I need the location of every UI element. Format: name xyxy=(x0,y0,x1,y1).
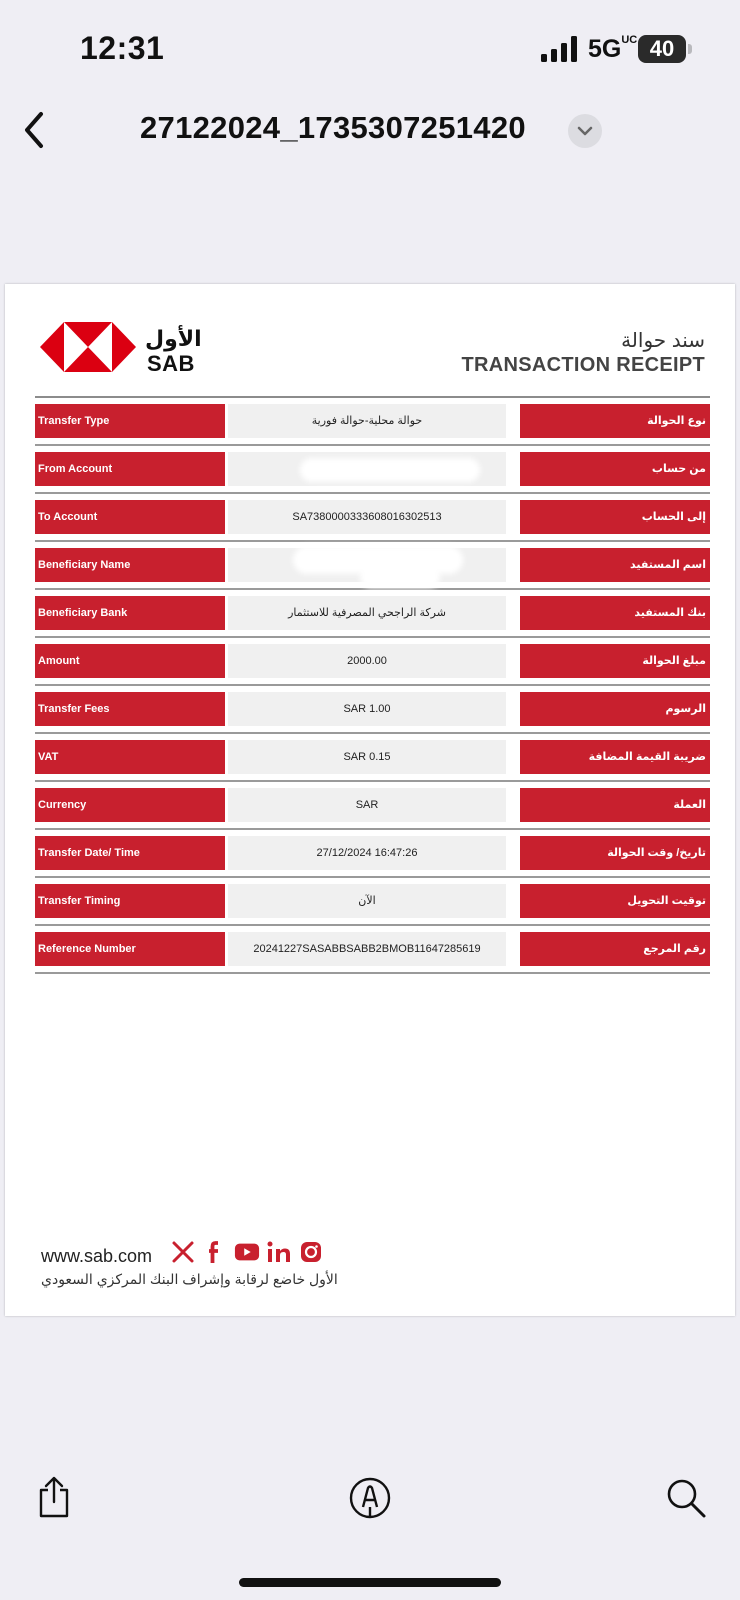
logo-english: SAB xyxy=(147,351,195,376)
table-row xyxy=(35,878,710,926)
row-label: Reference Number xyxy=(35,932,225,966)
table-row xyxy=(35,686,710,734)
chevron-left-icon xyxy=(21,110,47,150)
row-label-arabic: توقيت التحويل xyxy=(520,884,710,918)
battery-icon: 40 xyxy=(638,35,686,63)
row-label-arabic: تاريخ/ وقت الحوالة xyxy=(520,836,710,870)
receipt-table xyxy=(35,396,710,974)
row-value: 20241227SASABBSABB2BMOB11647285619 xyxy=(228,932,506,966)
markup-button[interactable] xyxy=(346,1474,394,1522)
status-bar xyxy=(0,0,740,90)
row-label: Amount xyxy=(35,644,225,678)
table-row xyxy=(35,542,710,590)
redaction-mark xyxy=(300,458,480,482)
row-value: SA7380000333608016302513 xyxy=(228,500,506,534)
table-row xyxy=(35,734,710,782)
x-icon[interactable] xyxy=(170,1239,196,1265)
row-label-arabic: اسم المستفيد xyxy=(520,548,710,582)
home-indicator xyxy=(239,1578,501,1587)
row-value: 27/12/2024 16:47:26 xyxy=(228,836,506,870)
logo-arabic: الأول xyxy=(145,326,202,351)
row-value: SAR xyxy=(228,788,506,822)
row-label: From Account xyxy=(35,452,225,486)
redaction-mark xyxy=(360,566,440,588)
receipt-title-arabic: سند حوالة xyxy=(621,330,705,352)
row-label-arabic: الرسوم xyxy=(520,692,710,726)
back-button[interactable] xyxy=(12,108,56,152)
footer-website: www.sab.com xyxy=(41,1246,153,1266)
youtube-icon[interactable] xyxy=(234,1239,260,1265)
network-indicator: $5G^{UC}$ xyxy=(588,34,638,63)
row-label-arabic: مبلغ الحوالة xyxy=(520,644,710,678)
row-label: Transfer Fees xyxy=(35,692,225,726)
row-label-arabic: نوع الحوالة xyxy=(520,404,710,438)
share-icon xyxy=(34,1476,74,1520)
markup-pen-icon xyxy=(348,1476,392,1520)
row-value: حوالة محلية-حوالة فورية xyxy=(228,404,506,438)
table-row xyxy=(35,398,710,446)
row-label-arabic: العملة xyxy=(520,788,710,822)
receipt-document xyxy=(5,284,735,1316)
table-row xyxy=(35,446,710,494)
battery-nub xyxy=(688,44,692,54)
row-label: Beneficiary Name xyxy=(35,548,225,582)
instagram-icon[interactable] xyxy=(298,1239,324,1265)
share-button[interactable] xyxy=(30,1474,78,1522)
facebook-icon[interactable] xyxy=(202,1239,228,1265)
row-label-arabic: ضريبة القيمة المضافة xyxy=(520,740,710,774)
row-label: Transfer Date/ Time xyxy=(35,836,225,870)
row-value: SAR 0.15 xyxy=(228,740,506,774)
status-time: 12:31 xyxy=(80,30,165,66)
row-value: 2000.00 xyxy=(228,644,506,678)
receipt-title: TRANSACTION RECEIPT xyxy=(461,354,705,376)
row-label: Currency xyxy=(35,788,225,822)
row-label: VAT xyxy=(35,740,225,774)
row-label-arabic: بنك المستفيد xyxy=(520,596,710,630)
search-icon xyxy=(664,1476,708,1520)
row-label: Transfer Type xyxy=(35,404,225,438)
title-menu-button[interactable] xyxy=(568,114,602,148)
row-label-arabic: رقم المرجع xyxy=(520,932,710,966)
table-row xyxy=(35,830,710,878)
chevron-down-icon xyxy=(577,126,593,136)
cellular-signal-icon xyxy=(541,36,579,62)
row-label-arabic: من حساب xyxy=(520,452,710,486)
table-row xyxy=(35,926,710,974)
row-label: Transfer Timing xyxy=(35,884,225,918)
row-label: To Account xyxy=(35,500,225,534)
row-value: الآن xyxy=(228,884,506,918)
table-row xyxy=(35,638,710,686)
row-value: شركة الراجحي المصرفية للاستثمار xyxy=(228,596,506,630)
nav-bar xyxy=(0,100,740,160)
table-row xyxy=(35,494,710,542)
footer-regulatory-note: الأول خاضع لرقابة وإشراف البنك المركزي السعودي xyxy=(41,1271,338,1287)
table-row xyxy=(35,590,710,638)
row-label-arabic: إلى الحساب xyxy=(520,500,710,534)
row-label: Beneficiary Bank xyxy=(35,596,225,630)
document-title: 27122024_1735307251420 xyxy=(140,110,526,145)
linkedin-icon[interactable] xyxy=(266,1239,292,1265)
search-button[interactable] xyxy=(662,1474,710,1522)
sab-logo-icon xyxy=(40,322,136,372)
social-links xyxy=(170,1239,324,1265)
row-value: SAR 1.00 xyxy=(228,692,506,726)
table-row xyxy=(35,782,710,830)
